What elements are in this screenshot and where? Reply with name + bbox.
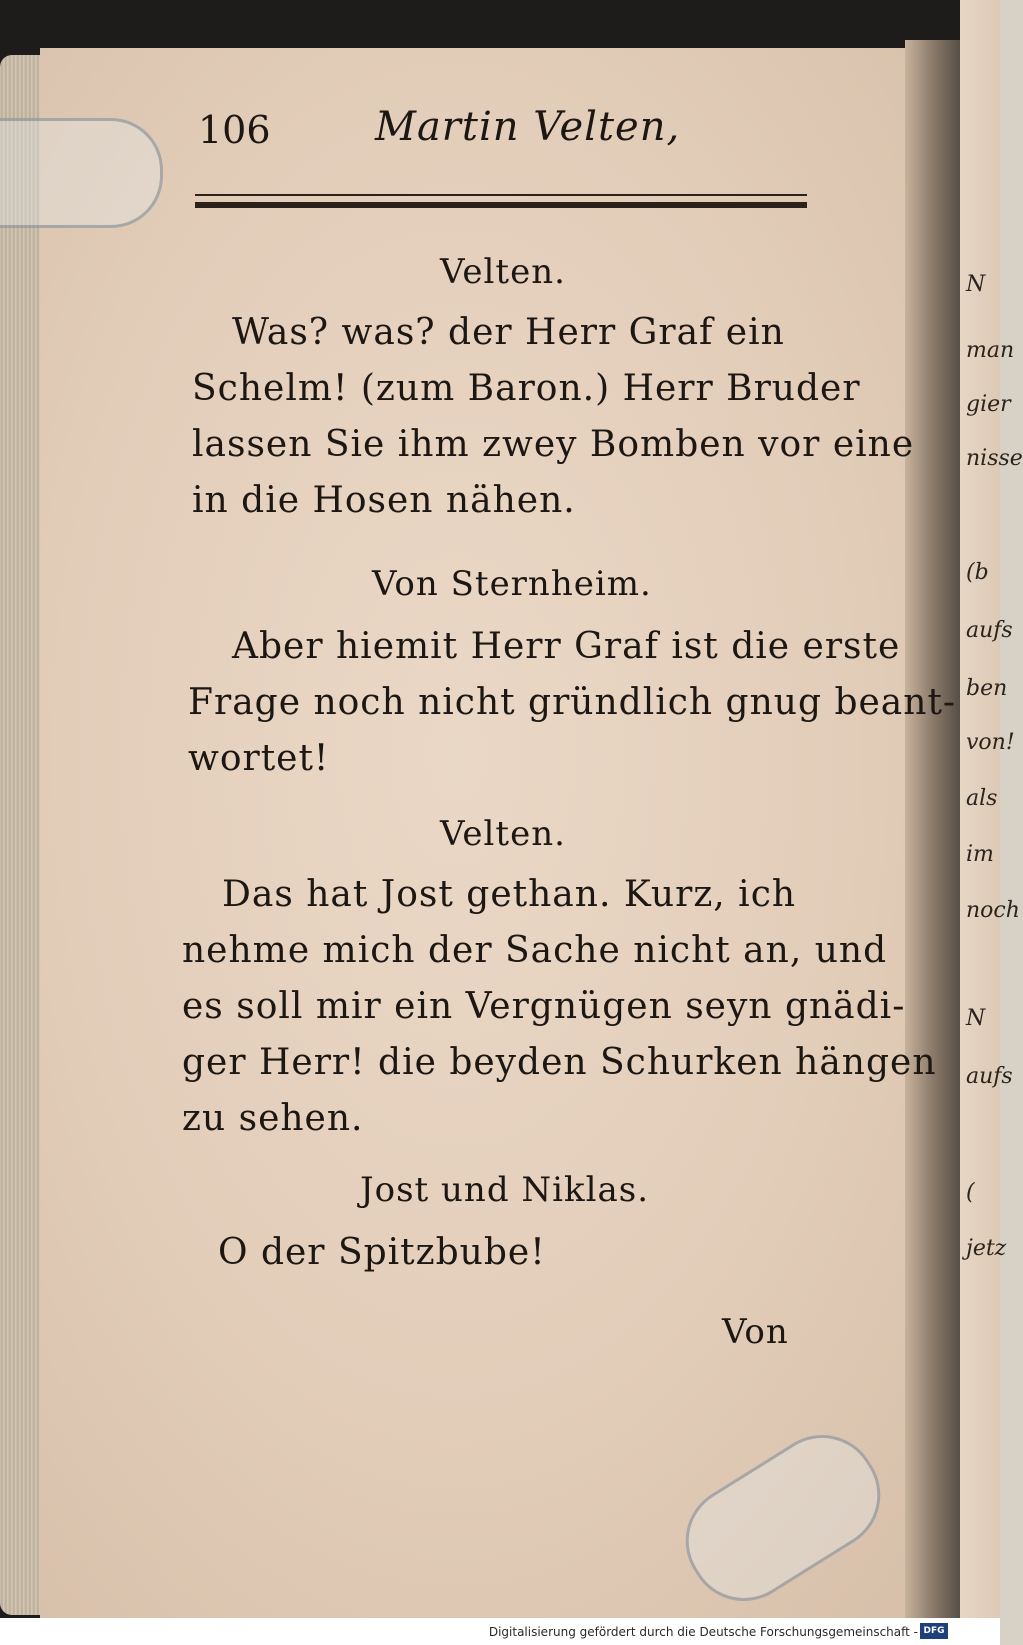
text-line: in die Hosen nähen. bbox=[192, 480, 576, 521]
speaker-label: Velten. bbox=[440, 252, 566, 292]
next-page-fragment: noch bbox=[966, 898, 1020, 923]
text-line: es soll mir ein Vergnügen seyn gnädi- bbox=[182, 986, 906, 1027]
text-line: Frage noch nicht gründlich gnug beant- bbox=[188, 682, 957, 723]
next-page-fragment: gier bbox=[966, 392, 1011, 417]
page-number: 106 bbox=[198, 108, 271, 152]
text-line: zu sehen. bbox=[182, 1098, 364, 1139]
next-page-fragment: jetz bbox=[966, 1236, 1007, 1261]
text-line: ger Herr! die beyden Schurken hängen bbox=[182, 1042, 937, 1083]
next-page-fragment: nisse bbox=[966, 446, 1023, 471]
next-page-fragment: man bbox=[966, 338, 1015, 363]
text-line: nehme mich der Sache nicht an, und bbox=[182, 930, 888, 971]
next-page-fragment: ben bbox=[966, 676, 1008, 701]
speaker-label: Velten. bbox=[440, 814, 566, 854]
page-clip-top bbox=[0, 118, 163, 228]
footer-credit: Digitalisierung gefördert durch die Deutsche Forschungsgemeinschaft - bbox=[488, 1625, 918, 1639]
next-page-fragment: aufs bbox=[966, 1064, 1013, 1089]
text-line: lassen Sie ihm zwey Bomben vor eine bbox=[192, 424, 915, 465]
header-rule-thick bbox=[195, 202, 807, 208]
speaker-label: Jost und Niklas. bbox=[360, 1170, 650, 1210]
next-page-fragment: als bbox=[966, 786, 998, 811]
next-page-fragment: N bbox=[966, 272, 986, 297]
text-line: Das hat Jost gethan. Kurz, ich bbox=[222, 874, 797, 915]
next-page-fragment: (b bbox=[966, 560, 989, 585]
text-line: Aber hiemit Herr Graf ist die erste bbox=[232, 626, 901, 667]
running-title: Martin Velten, bbox=[375, 104, 681, 150]
next-page-fragment: im bbox=[966, 842, 994, 867]
next-page-fragment: von! bbox=[966, 730, 1015, 755]
next-page-fragment: N bbox=[966, 1006, 986, 1031]
catchword: Von bbox=[722, 1312, 789, 1352]
speaker-label: Von Sternheim. bbox=[372, 564, 652, 604]
text-line: Was? was? der Herr Graf ein bbox=[232, 312, 785, 353]
next-page-fragment: ( bbox=[966, 1180, 975, 1205]
header-rule-thin bbox=[195, 194, 807, 196]
next-page-fragment: aufs bbox=[966, 618, 1013, 643]
dfg-logo: DFG bbox=[920, 1623, 948, 1639]
text-line: Schelm! (zum Baron.) Herr Bruder bbox=[192, 368, 861, 409]
text-line: O der Spitzbube! bbox=[218, 1232, 546, 1273]
next-page-edge bbox=[960, 0, 1023, 1645]
text-line: wortet! bbox=[188, 738, 330, 779]
